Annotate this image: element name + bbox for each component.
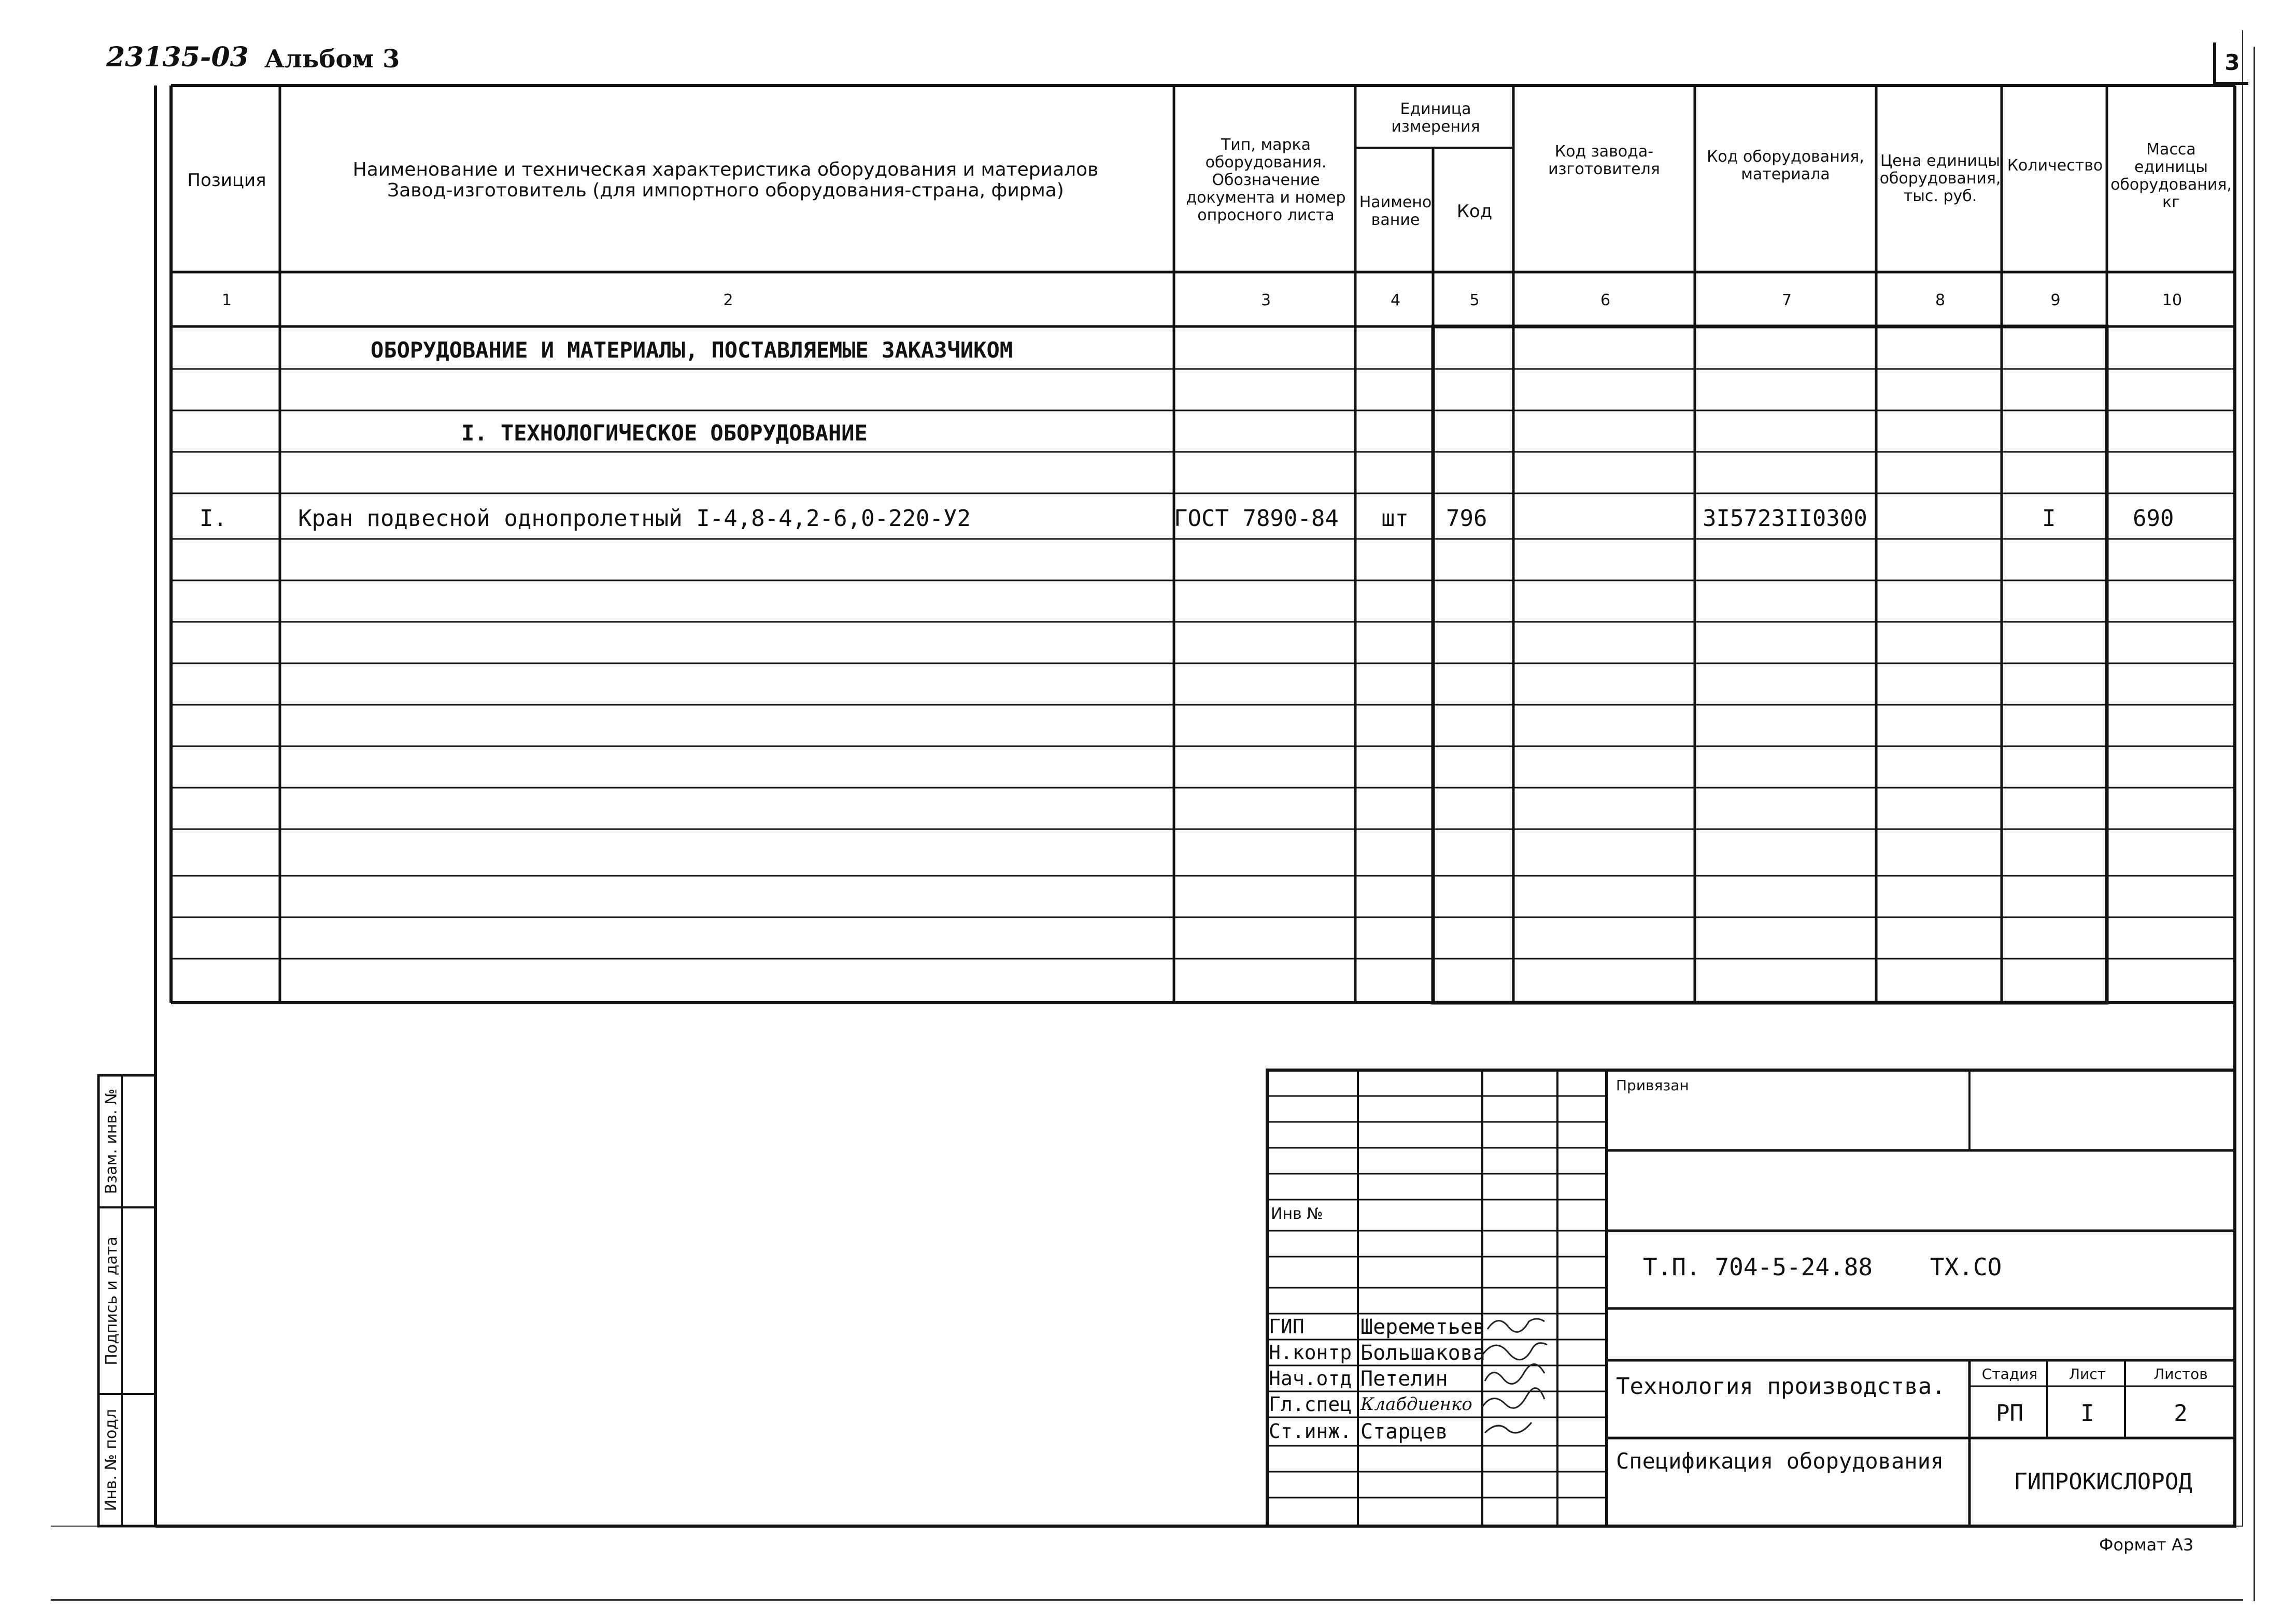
name-bolshakova: Большакова <box>1360 1341 1485 1365</box>
col-number-7: 7 <box>1781 291 1792 309</box>
row-qty: I <box>2042 505 2056 532</box>
side-stamp-inv-replace: Взам. инв. № <box>102 1088 121 1194</box>
col-header-unit-code: Код <box>1456 201 1493 222</box>
section-title: ОБОРУДОВАНИЕ И МАТЕРИАЛЫ, ПОСТАВЛЯЕМЫЕ ЗАКАЗЧИКОМ <box>371 337 1013 363</box>
organization: ГИПРОКИСЛОРОД <box>2014 1469 2192 1495</box>
side-stamp-signature-date: Подпись и дата <box>102 1236 121 1365</box>
col-header-mass: Масса единицы оборудования, кг <box>2110 140 2232 211</box>
col-number-2: 2 <box>723 291 733 309</box>
col-header-unit-name: Наименование <box>1359 193 1432 229</box>
inv-no-label: Инв № <box>1271 1205 1323 1223</box>
col-number-10: 10 <box>2162 291 2182 309</box>
sheet-value: I <box>2080 1400 2094 1427</box>
role-gip: ГИП <box>1269 1315 1305 1338</box>
name-sheremetev: Шереметьев <box>1360 1315 1485 1339</box>
album-label: Альбом 3 <box>264 45 400 74</box>
col-number-3: 3 <box>1260 291 1271 309</box>
name-petelin: Петелин <box>1360 1367 1448 1391</box>
role-st-inzh: Ст.инж. <box>1269 1420 1352 1443</box>
col-number-1: 1 <box>221 291 232 309</box>
drawing-code: 23135-03 <box>106 41 249 73</box>
sheet-label: Лист <box>2069 1365 2106 1383</box>
col-number-4: 4 <box>1390 291 1401 309</box>
page-number: 3 <box>2224 49 2240 75</box>
name-startsev: Старцев <box>1360 1420 1448 1444</box>
format-label: Формат А3 <box>2099 1535 2194 1555</box>
doc-code: Т.П. 704-5-24.88 ТХ.СО <box>1643 1253 2002 1281</box>
col-number-9: 9 <box>2050 291 2061 309</box>
row-unit-code: 796 <box>1446 505 1487 532</box>
name-klabdienko: Клабдиенко <box>1360 1394 1472 1415</box>
col-number-5: 5 <box>1469 291 1480 309</box>
row-unit-name: шт <box>1381 505 1409 532</box>
role-gl-spec: Гл.спец <box>1269 1393 1352 1416</box>
col-header-qty: Количество <box>2007 156 2103 175</box>
col-header-factory-code: Код завода-изготовителя <box>1548 143 1660 178</box>
stage-value: РП <box>1996 1400 2023 1427</box>
sheets-value: 2 <box>2174 1400 2188 1427</box>
col-header-name: Наименование и техническая характеристика оборудования и материалов Завод-изготовитель (для импортного оборудования-страна, фирма) <box>352 159 1099 201</box>
sheets-label: Листов <box>2153 1365 2208 1383</box>
col-header-type: Тип, марка оборудования. Обозначение документа и номер опросного листа <box>1186 135 1346 224</box>
col-number-8: 8 <box>1935 291 1946 309</box>
col-header-price: Цена единицы оборудования, тыс. руб. <box>1879 152 2001 205</box>
role-n-kontr: Н.контр <box>1269 1341 1352 1364</box>
row-mass: 690 <box>2133 505 2174 532</box>
stage-label: Стадия <box>1981 1365 2038 1383</box>
col-header-position: Позиция <box>187 169 266 191</box>
col-number-6: 6 <box>1600 291 1611 309</box>
row-name: Кран подвесной однопролетный I-4,8-4,2-6,0-220-У2 <box>298 505 971 532</box>
row-type: ГОСТ 7890-84 <box>1174 505 1339 532</box>
subsection-title: I. ТЕХНОЛОГИЧЕСКОЕ ОБОРУДОВАНИЕ <box>461 420 868 446</box>
row-equip-code: 3I5723II0300 <box>1703 505 1867 532</box>
title-line-2: Спецификация оборудования <box>1616 1448 1944 1474</box>
privyazan-label: Привязан <box>1616 1077 1689 1094</box>
side-stamp-inv-original: Инв. № подл <box>102 1408 121 1512</box>
row-position: I. <box>200 505 227 532</box>
title-line-1: Технология производства. <box>1616 1373 1946 1400</box>
role-nach-otd: Нач.отд <box>1269 1367 1352 1390</box>
unit-group-header: Единица измерения <box>1391 99 1480 136</box>
col-header-equip-code: Код оборудования, материала <box>1707 148 1864 183</box>
